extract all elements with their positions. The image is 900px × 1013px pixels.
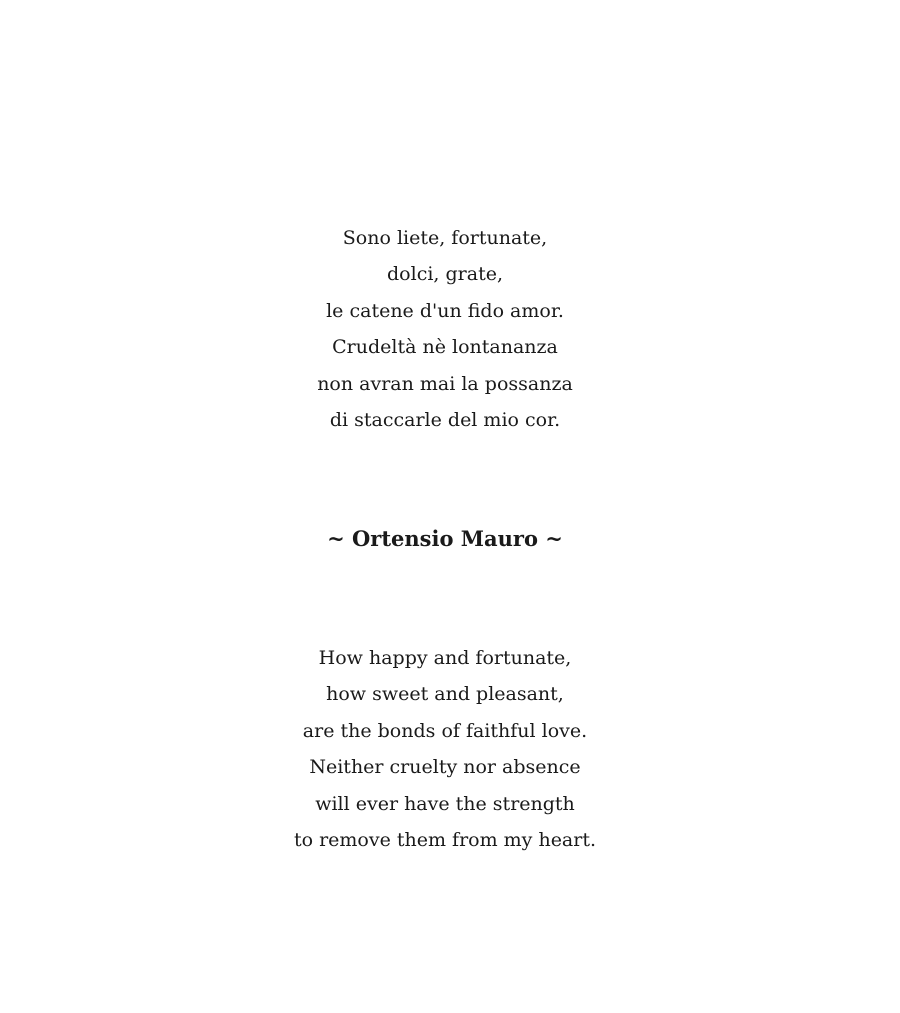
english-line-6: to remove them from my heart. <box>293 829 597 852</box>
english-line-5: will ever have the strength <box>315 792 575 815</box>
english-stanza <box>0 640 890 858</box>
italian-line-3: le catene d'un fido amor. <box>326 299 564 322</box>
italian-line-2: dolci, grate, <box>387 263 503 286</box>
english-line-2: how sweet and pleasant, <box>326 683 564 706</box>
author-attribution: ~ Ortensio Mauro ~ <box>327 526 563 551</box>
italian-line-5: non avran mai la possanza <box>317 372 573 395</box>
italian-line-6: di staccarle del mio cor. <box>329 409 561 432</box>
italian-line-1: Sono liete, fortunate, <box>342 227 548 249</box>
english-line-1: How happy and fortunate, <box>318 647 572 669</box>
english-line-3: are the bonds of faithful love. <box>302 719 588 742</box>
italian-line-4: Crudeltà nè lontananza <box>332 336 558 359</box>
italian-stanza <box>0 220 890 438</box>
english-line-4: Neither cruelty nor absence <box>309 756 581 779</box>
